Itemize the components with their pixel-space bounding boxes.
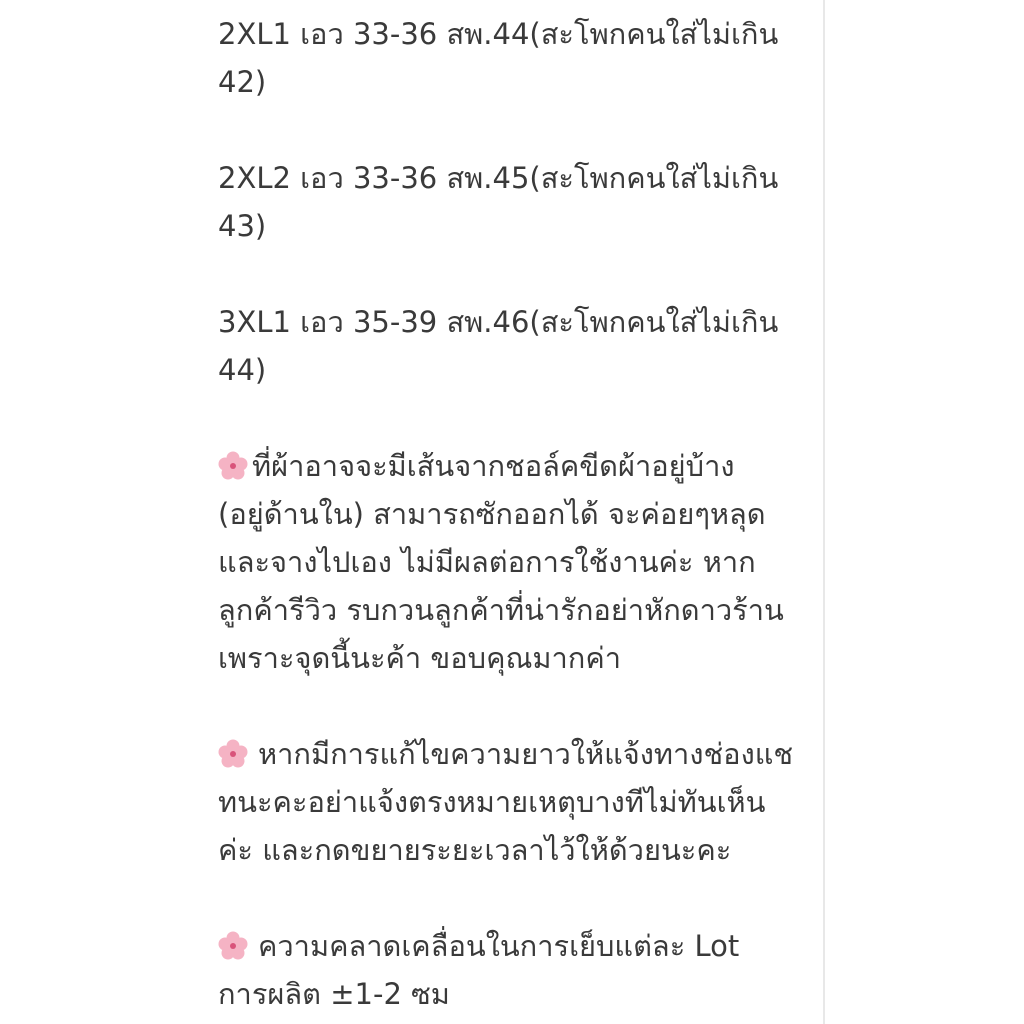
product-description [218, 10, 818, 1018]
size-entry-line: 2XL1 เอว 33-36 สพ.44(สะโพกคนใส่ไม่เกิน [218, 17, 779, 51]
note-line-with-icon [218, 922, 818, 970]
size-entry-2xl1 [218, 10, 818, 106]
cherry-blossom-icon [218, 739, 248, 769]
note-text: ลูกค้ารีวิว รบกวนลูกค้าที่น่ารักอย่าหักดาวร้าน [218, 593, 784, 627]
size-entry-line: 3XL1 เอว 35-39 สพ.46(สะโพกคนใส่ไม่เกิน [218, 305, 779, 339]
note-length-change [218, 730, 818, 874]
cherry-blossom-icon [218, 451, 248, 481]
size-entry-line: 44) [218, 353, 267, 387]
note-line-with-icon [218, 442, 818, 490]
note-line-with-icon [218, 730, 818, 778]
size-entry-line: 43) [218, 209, 267, 243]
note-text: ทนะคะอย่าแจ้งตรงหมายเหตุบางทีไม่ทันเห็น [218, 785, 766, 819]
note-text: ค่ะ และกดขยายระยะเวลาไว้ให้ด้วยนะคะ [218, 833, 732, 867]
size-entry-2xl2 [218, 154, 818, 250]
size-entry-line: 42) [218, 65, 267, 99]
size-entry-3xl1 [218, 298, 818, 394]
note-text: (อยู่ด้านใน) สามารถซักออกได้ จะค่อยๆหลุด [218, 497, 766, 531]
note-text: ที่ผ้าอาจจะมีเส้นจากชอล์คขีดผ้าอยู่บ้าง [252, 449, 735, 483]
note-sewing-tolerance [218, 922, 818, 1018]
right-divider-line [823, 0, 825, 1024]
cherry-blossom-icon [218, 931, 248, 961]
note-text: หากมีการแก้ไขความยาวให้แจ้งทางช่องแช [258, 737, 794, 771]
note-chalk-marks [218, 442, 818, 682]
size-entry-line: 2XL2 เอว 33-36 สพ.45(สะโพกคนใส่ไม่เกิน [218, 161, 779, 195]
note-text: การผลิต ±1-2 ซม [218, 977, 450, 1011]
note-text: และจางไปเอง ไม่มีผลต่อการใช้งานค่ะ หาก [218, 545, 756, 579]
note-text: ความคลาดเคลื่อนในการเย็บแต่ละ Lot [258, 929, 740, 963]
note-text: เพราะจุดนี้นะค้า ขอบคุณมากค่า [218, 641, 622, 675]
